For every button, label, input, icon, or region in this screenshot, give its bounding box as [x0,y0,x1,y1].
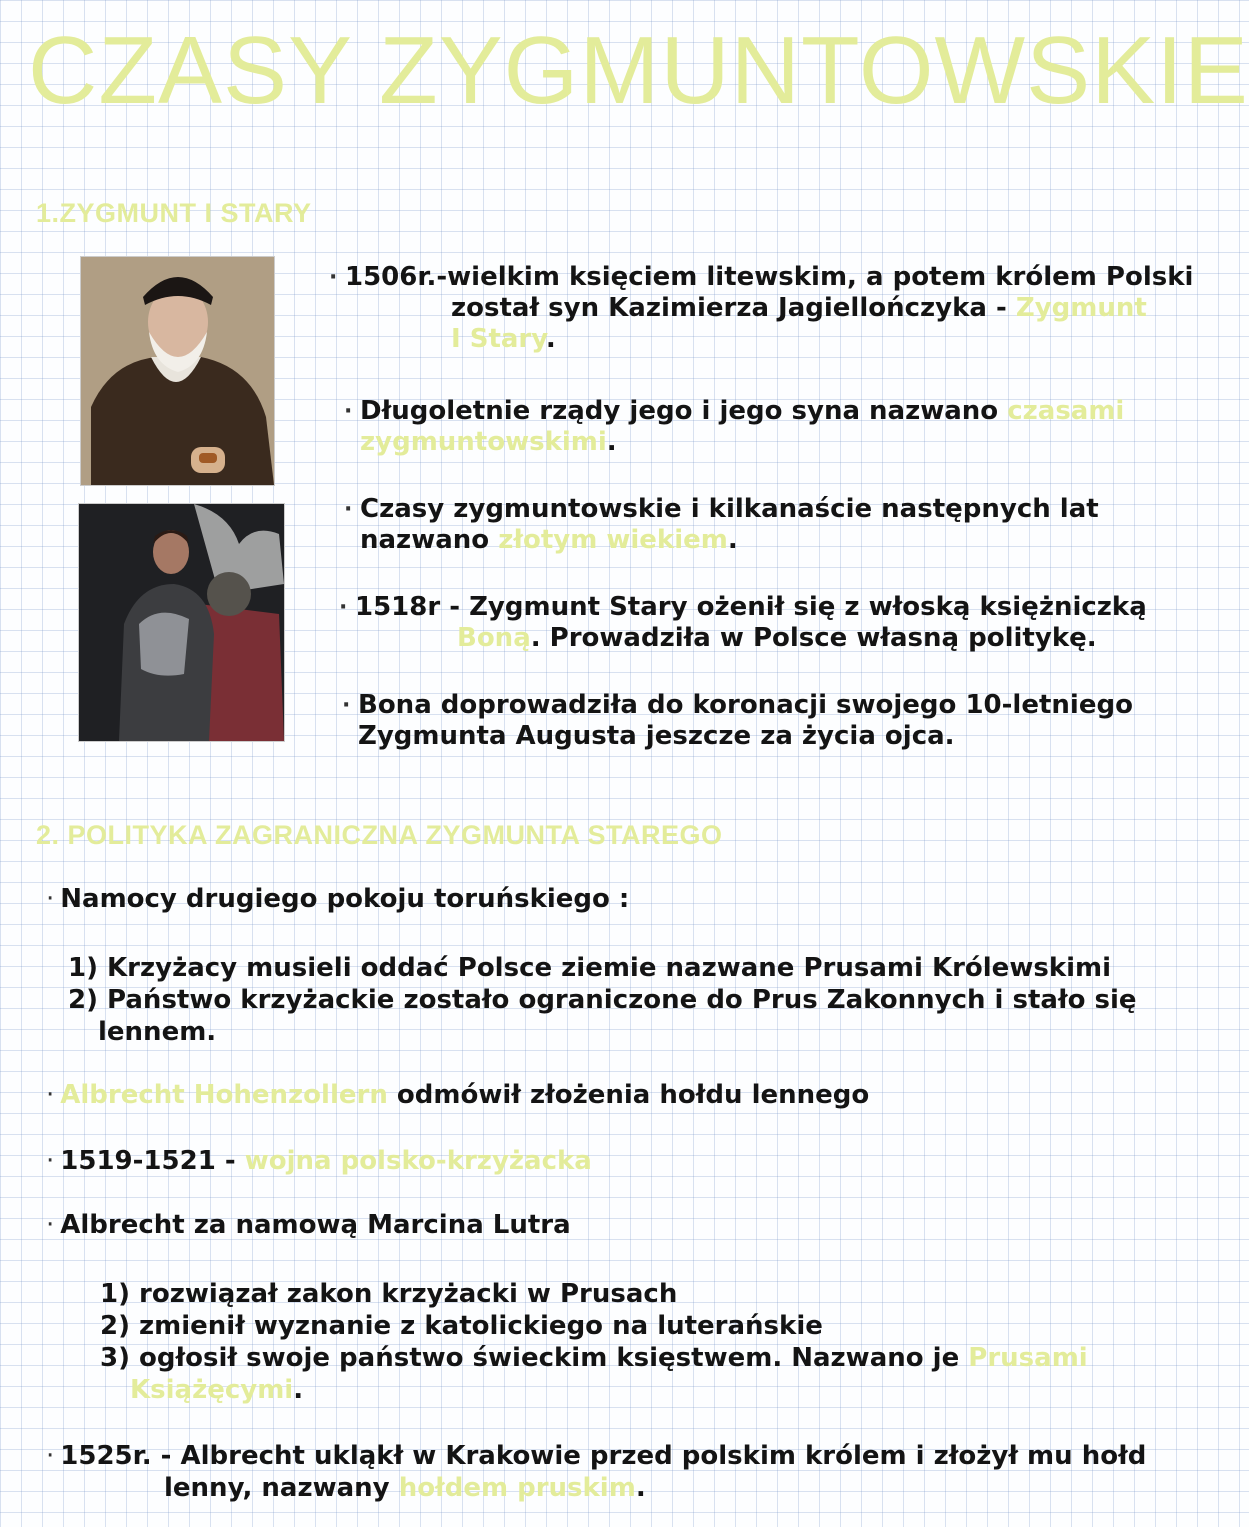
albrecht-item-1: 1) rozwiązał zakon krzyżacki w Prusach [100,1279,678,1309]
bullet-dot: · [46,884,55,914]
portrait-zygmunt-stary [80,256,275,486]
bullet-wojna: · 1519-1521 - wojna polsko-krzyżacka [46,1146,592,1176]
bullet-1518-line-2: Boną. Prowadziła w Polsce własną politykę. [457,623,1097,653]
bullet-dot: · [344,399,353,424]
bullet-1506-line-3: I Stary. [451,324,556,354]
bullet-dlugoletnie [344,396,1125,458]
bullet-1506-line-2: został syn Kazimierza Jagiellończyka - Zygmunt [451,293,1147,323]
albrecht-item-3-cont: Książęcymi. [130,1375,304,1405]
bullet-czasy-line-2: nazwano złotym wiekiem. [360,525,738,555]
bullet-1506-line-1: 1506r.-wielkim księciem litewskim, a potem królem Polski [345,262,1194,292]
albrecht-item-2: 2) zmienił wyznanie z katolickiego na luterańskie [100,1311,823,1341]
bullet-dot: · [329,265,338,290]
torun-item-2: 2) Państwo krzyżackie zostało ograniczone do Prus Zakonnych i stało się [68,985,1137,1015]
albrecht-item-3: 3) ogłosił swoje państwo świeckim księstwem. Nazwano je Prusami [100,1343,1088,1373]
torun-item-2-cont: lennem. [98,1017,217,1047]
bullet-dot: · [46,1146,55,1176]
bullet-dlugoletnie-line-1: Długoletnie rządy jego i jego syna nazwano czasami [360,396,1125,426]
bullet-czasy [344,494,1099,556]
bullet-bona [342,690,1133,752]
section-1-heading: 1.ZYGMUNT I STARY [36,198,312,228]
bullet-bona-line-1: Bona doprowadziła do koronacji swojego 10-letniego [358,690,1133,720]
bullet-albrecht-hold: · Albrecht Hohenzollern odmówił złożenia hołdu lennego [46,1080,870,1110]
bullet-1525 [46,1440,1146,1504]
bullet-dot: · [339,595,348,620]
portrait-2-image [79,504,284,741]
portrait-1-image [81,257,274,485]
bullet-1518-line-1: 1518r - Zygmunt Stary ożenił się z włoską księżniczką [355,592,1147,622]
bullet-1525-line-2: lenny, nazwany hołdem pruskim. [164,1473,646,1503]
bullet-czasy-line-1: Czasy zygmuntowskie i kilkanaście następnych lat [360,494,1099,524]
bullet-1518 [339,592,1147,654]
torun-item-1: 1) Krzyżacy musieli oddać Polsce ziemie nazwane Prusami Królewskimi [68,953,1112,983]
bullet-dot: · [46,1080,55,1110]
torun-list [68,952,1137,1048]
bullet-1525-line-1: · 1525r. - Albrecht ukląkł w Krakowie przed polskim królem i złożył mu hołd [46,1441,1147,1471]
bullet-1506 [329,262,1194,355]
section-2-heading: 2. POLITYKA ZAGRANICZNA ZYGMUNTA STAREGO [36,820,723,850]
bullet-bona-line-2: Zygmunta Augusta jeszcze za życia ojca. [358,721,955,751]
bullet-dot: · [342,693,351,718]
bullet-dlugoletnie-line-2: zygmuntowskimi. [360,427,617,457]
bullet-albrecht-luter: · Albrecht za namową Marcina Lutra [46,1210,571,1240]
bullet-dot: · [46,1441,55,1471]
albrecht-list [100,1278,1088,1406]
portrait-armored-knight [78,503,285,742]
bullet-torun: · Namocy drugiego pokoju toruńskiego : [46,884,630,914]
bullet-dot: · [46,1210,55,1240]
bullet-dot: · [344,497,353,522]
page-title: CZASY ZYGMUNTOWSKIE [28,17,1249,124]
